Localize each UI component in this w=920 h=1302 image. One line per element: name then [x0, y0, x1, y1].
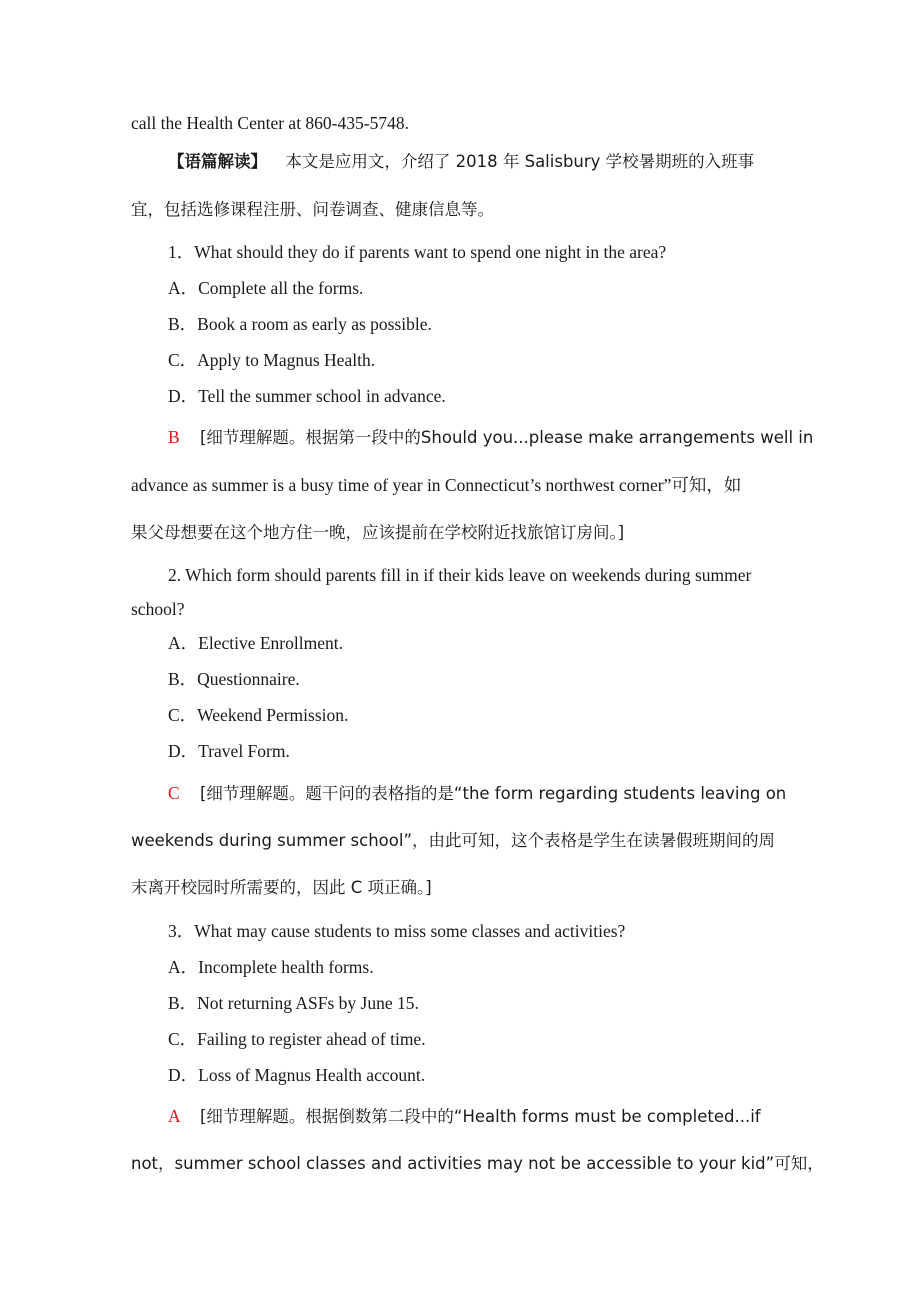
question-2-stem-line-2: school?: [131, 599, 185, 619]
question-3-explanation-line-2: not，summer school classes and activities may not be accessible to your kid”可知，: [131, 1154, 824, 1173]
question-1-explanation-line-2: advance as summer is a busy time of year in Connecticut’s northwest corner”可知，如: [131, 475, 742, 495]
question-3-explanation-text-1: [细节理解题。根据倒数第二段中的“Health forms must be completed...if: [200, 1107, 761, 1126]
question-1-option-a: A．Complete all the forms.: [168, 278, 364, 298]
question-3-stem: 3．What may cause students to miss some classes and activities?: [168, 921, 626, 941]
question-3-option-d: D．Loss of Magnus Health account.: [168, 1065, 426, 1085]
summary-tag: 【语篇解读】: [168, 152, 267, 171]
question-1-option-c: C．Apply to Magnus Health.: [168, 350, 376, 370]
question-1-answer: B: [168, 427, 180, 447]
summary-text-1: 本文是应用文，介绍了 2018 年 Salisbury 学校暑期班的入班事: [285, 152, 755, 171]
question-3-option-c: C．Failing to register ahead of time.: [168, 1029, 426, 1049]
question-1-option-b: B．Book a room as early as possible.: [168, 314, 432, 334]
question-2-explanation-line-2: [131, 827, 791, 854]
question-2-option-d: D．Travel Form.: [168, 741, 290, 761]
question-1-stem: 1．What should they do if parents want to spend one night in the area?: [168, 242, 667, 262]
contact-line: call the Health Center at 860-435-5748.: [131, 113, 409, 133]
question-2-option-c: C．Weekend Permission.: [168, 705, 349, 725]
summary-line-2: 宜，包括选修课程注册、问卷调查、健康信息等。: [131, 200, 494, 219]
question-2-option-b: B．Questionnaire.: [168, 669, 300, 689]
question-2-explanation-text-1: [细节理解题。题干问的表格指的是“the form regarding students leaving on: [200, 784, 787, 803]
question-2-explanation-line-3: 末离开校园时所需要的，因此 C 项正确。]: [131, 878, 432, 897]
question-2-explanation-text-2: weekends during summer school”，由此可知，这个表格是学生在读暑假班期间的周: [131, 831, 775, 850]
question-1-explanation-text-1: [细节理解题。根据第一段中的Should you...please make arrangements well in: [200, 428, 814, 447]
question-1-option-d: D．Tell the summer school in advance.: [168, 386, 446, 406]
question-2-explanation-line-1: [168, 780, 791, 807]
summary-line-1: [168, 148, 791, 175]
question-3-answer: A: [168, 1106, 181, 1126]
question-3-explanation-line-1: [168, 1103, 791, 1130]
question-2-option-a: A．Elective Enrollment.: [168, 633, 343, 653]
question-3-option-b: B．Not returning ASFs by June 15.: [168, 993, 419, 1013]
question-2-answer: C: [168, 783, 180, 803]
question-1-explanation-line-1: [168, 424, 814, 451]
question-2-stem-line-1: 2. Which form should parents fill in if their kids leave on weekends during summer: [168, 565, 752, 585]
question-1-explanation-line-3: 果父母想要在这个地方住一晚，应该提前在学校附近找旅馆订房间。]: [131, 523, 625, 542]
question-3-option-a: A．Incomplete health forms.: [168, 957, 374, 977]
